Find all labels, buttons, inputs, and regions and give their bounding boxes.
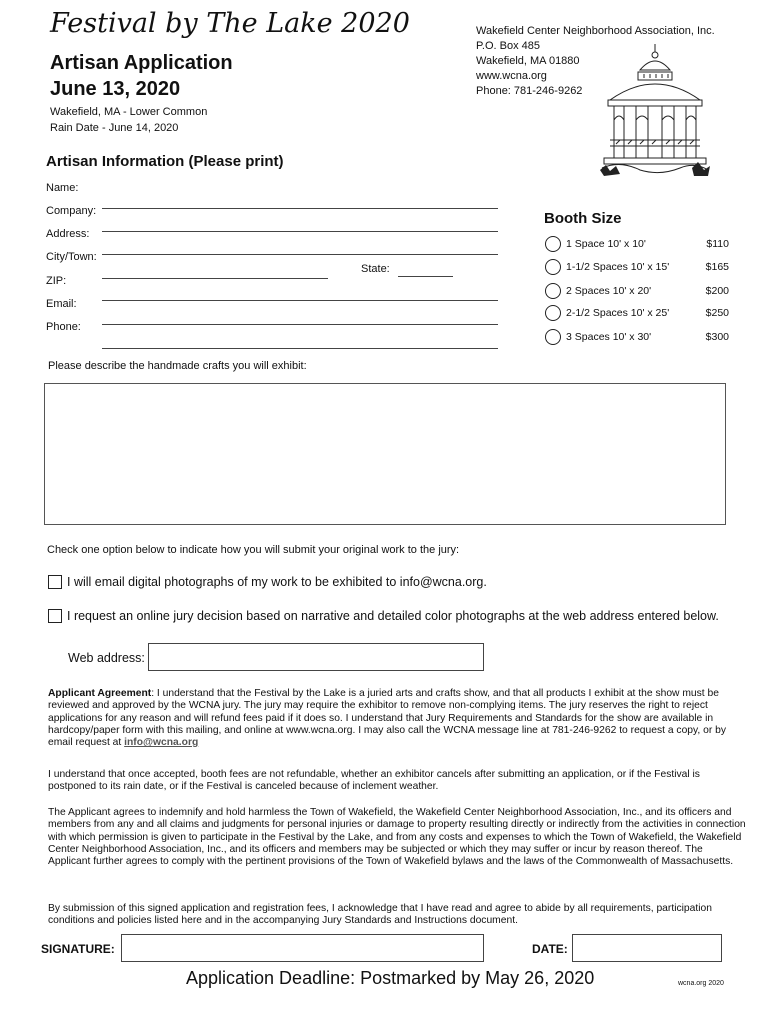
event-date-title: June 13, 2020	[50, 78, 181, 100]
booth-option-price: $110	[706, 238, 729, 250]
web-address-input[interactable]	[148, 643, 484, 671]
date-label: DATE:	[532, 942, 568, 956]
extra-field-line[interactable]	[102, 348, 498, 349]
booth-option[interactable]	[545, 236, 731, 254]
acknowledge-paragraph: By submission of this signed application and registration fees, I acknowledge that I have read and agree to abide by all requirements, participation conditions and policies listed here and in the accompanying Jury Standards and Instructions document.	[48, 903, 712, 927]
info-email-link[interactable]: info@wcna.org	[124, 737, 199, 749]
email-label: Email:	[46, 298, 77, 310]
applicant-agreement-paragraph	[48, 688, 746, 749]
phone-field[interactable]	[102, 324, 498, 325]
email-photos-checkbox[interactable]	[48, 575, 62, 589]
agreement-text: : I understand that the Festival by the Lake is a juried arts and crafts show, and that all products I exhibit at the show must be reviewed and approved by the WCNA jury. The jury may require the exhibitor to remove non-complying items. The jury reserves the right to reject applications for any reason and will refund fees paid if it does so. I understand that Jury Requirements and Standards for the show are available in hardcopy/paper form with this mailing, and online at www.wcna.org. I may also call the WCNA message line at 781-246-9262 to request a copy, or by email request at	[48, 688, 727, 749]
booth-option[interactable]	[545, 305, 731, 323]
agreement-heading: Applicant Agreement	[48, 688, 152, 699]
jury-prompt: Check one option below to indicate how you will submit your original work to the jury:	[47, 544, 460, 556]
radio-button[interactable]	[545, 329, 561, 345]
festival-script-title: Festival by The Lake 2020	[50, 8, 410, 39]
org-name: Wakefield Center Neighborhood Association, Inc.	[476, 25, 715, 37]
radio-button[interactable]	[545, 305, 561, 321]
gazebo-icon	[600, 40, 710, 180]
web-address-label: Web address:	[68, 651, 145, 665]
booth-option-label: 3 Spaces 10' x 30'	[566, 331, 652, 343]
booth-option-price: $250	[705, 307, 729, 319]
org-po-box: P.O. Box 485	[476, 40, 541, 52]
state-field[interactable]	[398, 276, 453, 277]
email-photos-label: I will email digital photographs of my work to be exhibited to info@wcna.org.	[67, 575, 487, 589]
radio-button[interactable]	[545, 236, 561, 252]
signature-label: SIGNATURE:	[41, 942, 115, 956]
date-input[interactable]	[572, 934, 722, 962]
indemnify-paragraph: The Applicant agrees to indemnify and hold harmless the Town of Wakefield, the Wakefield Center Neighborhood Association, Inc., and its officers and members from any and all claims and judgments for personal injuries or damage to property resulting directly or indirectly from the activities in connection with which permission is given to participate in the Festival by the Lake, and from any costs and expenses to which the Town of Wakefield, the Wakefield Center Neighborhood Association, Inc., and its officers and members may be subjected or which they may suffer or incur by reason thereof. The Applicant further agrees to comply with the pertinent provisions of the Town of Wakefield bylaws and the laws of the Commonwealth of Massachusetts.	[48, 807, 746, 868]
radio-button[interactable]	[545, 259, 561, 275]
online-jury-label: I request an online jury decision based on narrative and detailed color photographs at the web address entered below.	[67, 609, 719, 623]
email-field[interactable]	[102, 300, 498, 301]
name-label: Name:	[46, 182, 79, 194]
booth-option-label: 1-1/2 Spaces 10' x 15'	[566, 261, 670, 273]
zip-field[interactable]	[102, 278, 328, 279]
artisan-info-heading: Artisan Information (Please print)	[46, 153, 284, 170]
booth-option[interactable]	[545, 283, 731, 301]
rain-date: Rain Date - June 14, 2020	[50, 122, 179, 134]
address-field[interactable]	[102, 231, 498, 232]
refund-paragraph: I understand that once accepted, booth fees are not refundable, whether an exhibitor cancels after submitting an application, or if the Festival is postponed to its rain date, or if the Festival is canceled because of inclement weather.	[48, 769, 700, 793]
application-title: Artisan Application	[50, 52, 233, 74]
zip-label: ZIP:	[46, 275, 67, 287]
booth-option[interactable]	[545, 259, 731, 277]
signature-input[interactable]	[121, 934, 484, 962]
state-label: State:	[361, 263, 390, 275]
city-label: City/Town:	[46, 251, 97, 263]
booth-option-price: $300	[705, 331, 729, 343]
radio-button[interactable]	[545, 283, 561, 299]
booth-option[interactable]	[545, 329, 731, 347]
city-field[interactable]	[102, 254, 498, 255]
org-city: Wakefield, MA 01880	[476, 55, 580, 67]
event-location: Wakefield, MA - Lower Common	[50, 106, 208, 118]
booth-size-heading: Booth Size	[544, 210, 622, 227]
booth-option-price: $200	[705, 285, 729, 297]
online-jury-checkbox[interactable]	[48, 609, 62, 623]
address-label: Address:	[46, 228, 90, 240]
crafts-description-textarea[interactable]	[44, 383, 726, 525]
company-label: Company:	[46, 205, 97, 217]
org-phone: Phone: 781-246-9262	[476, 85, 583, 97]
crafts-prompt: Please describe the handmade crafts you will exhibit:	[48, 360, 307, 372]
application-deadline: Application Deadline: Postmarked by May 26, 2020	[186, 968, 595, 988]
footer-note: wcna.org 2020	[678, 980, 724, 987]
org-web: www.wcna.org	[476, 70, 547, 82]
booth-option-price: $165	[705, 261, 729, 273]
booth-option-label: 2-1/2 Spaces 10' x 25'	[566, 307, 670, 319]
booth-option-label: 1 Space 10' x 10'	[566, 238, 646, 250]
phone-label: Phone:	[46, 321, 81, 333]
company-field[interactable]	[102, 208, 498, 209]
booth-option-label: 2 Spaces 10' x 20'	[566, 285, 652, 297]
